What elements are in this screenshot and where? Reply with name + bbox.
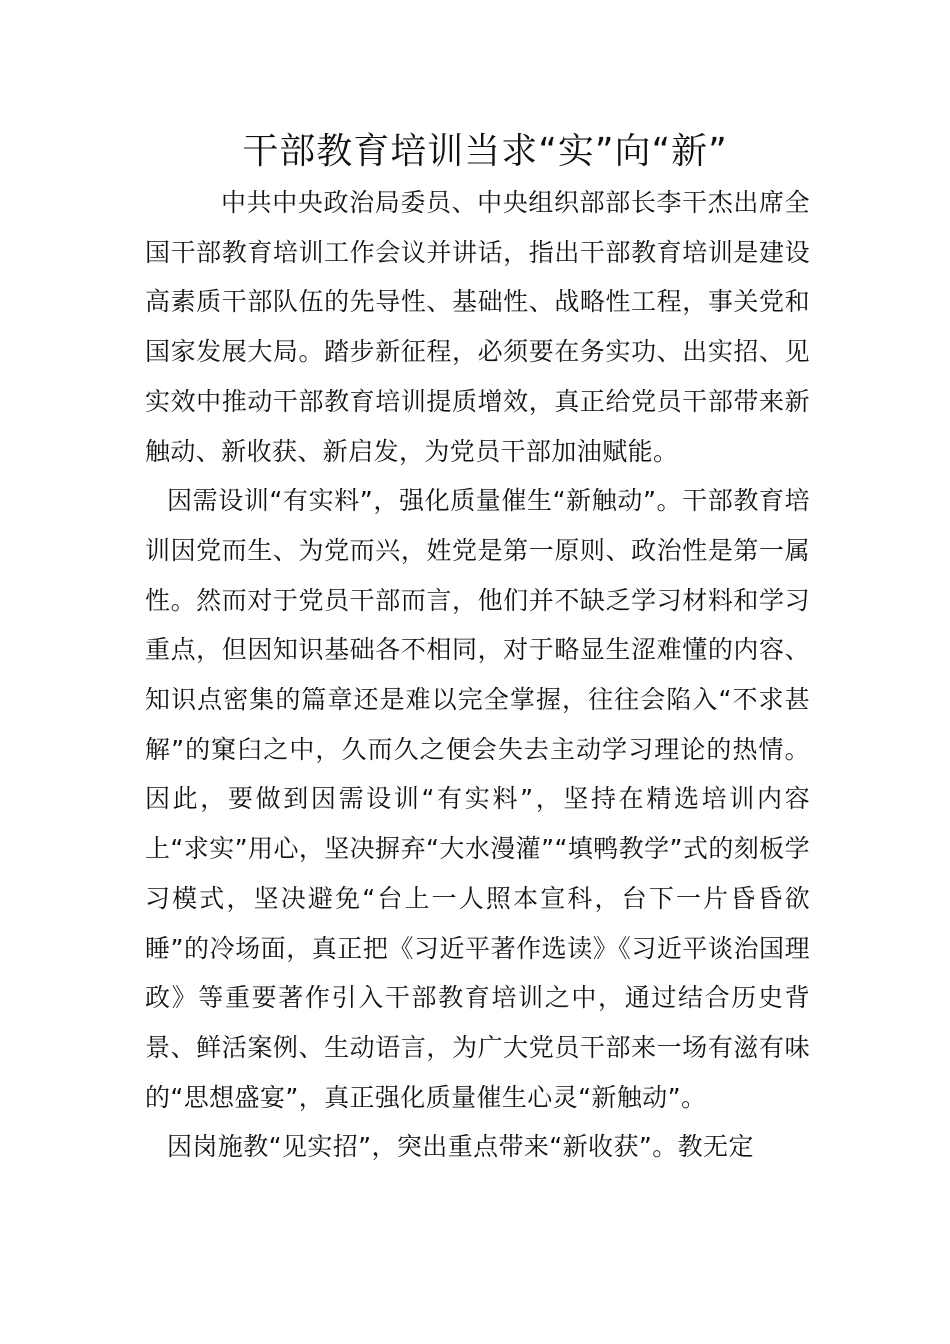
paragraph-new-touch: 因需设训“有实料”，强化质量催生“新触动”。干部教育培训因党而生、为党而兴，姓党是第一原则、政治性是第一属性。然而对于党员干部而言，他们并不缺乏学习材料和学习重点，但因知识基础各不相同，对于略显生涩难懂的内容、知识点密集的篇章还是难以完全掌握，往往会陷入“不求甚解”的窠臼之中，久而久之便会失去主动学习理论的热情。因此，要做到因需设训“有实料”，坚持在精选培训内容上“求实”用心，坚决摒弃“大水漫灌”“填鸭教学”式的刻板学习模式，坚决避免“台上一人照本宣科，台下一片昏昏欲睡”的冷场面，真正把《习近平著作选读》《习近平谈治国理政》等重要著作引入干部教育培训之中，通过结合历史背景、鲜活案例、生动语言，为广大党员干部来一场有滋有味的“思想盛宴”，真正强化质量催生心灵“新触动”。: [145, 486, 810, 1112]
paragraph-intro: 中共中央政治局委员、中央组织部部长李干杰出席全国干部教育培训工作会议并讲话，指出干部教育培训是建设高素质干部队伍的先导性、基础性、战略性工程，事关党和国家发展大局。踏步新征程，必须要在务实功、出实招、见实效中推动干部教育培训提质增效，真正给党员干部带来新触动、新收获、新启发，为党员干部加油赋能。: [145, 188, 810, 466]
document-body: [145, 178, 810, 1172]
paragraph-new-gain: 因岗施教“见实招”，突出重点带来“新收获”。教无定: [167, 1132, 754, 1162]
document-title: 干部教育培训当求“实”向“新”: [242, 131, 728, 172]
